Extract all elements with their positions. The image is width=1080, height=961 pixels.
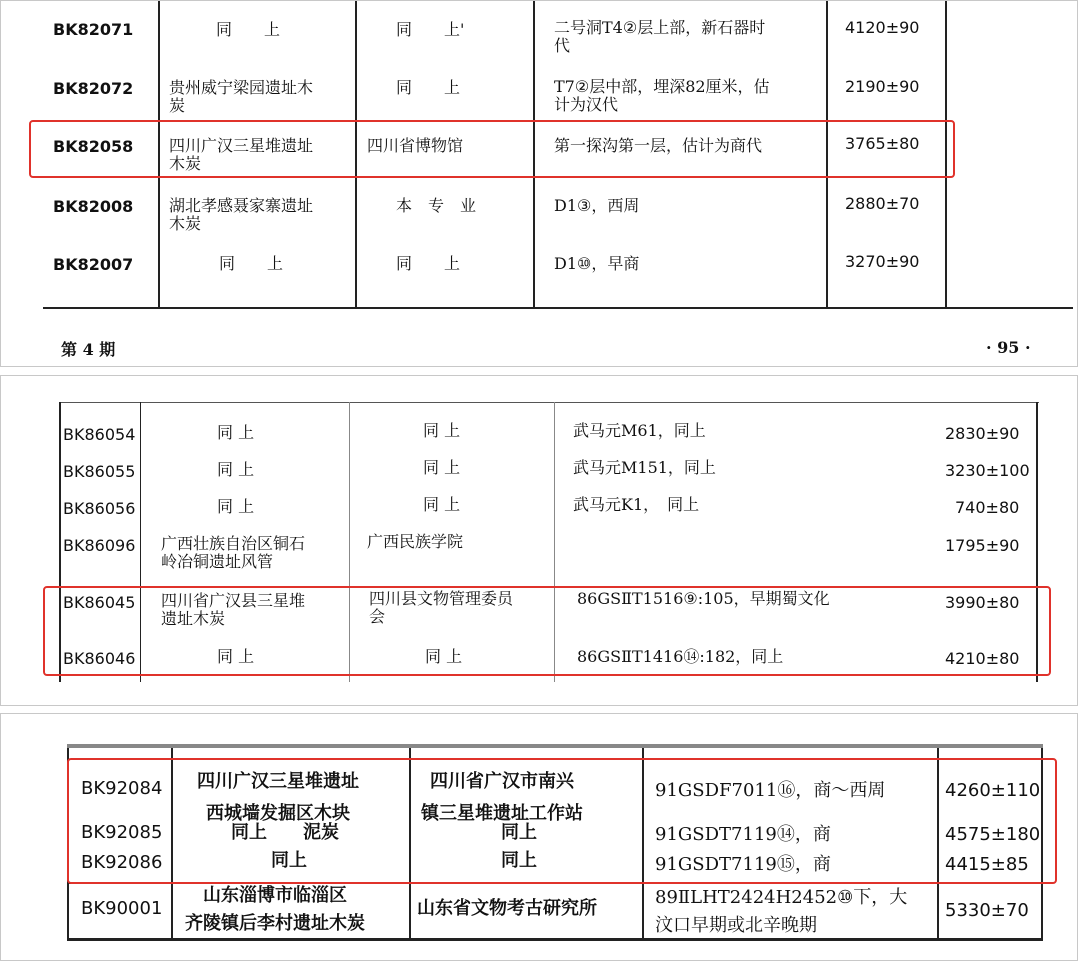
note-cell: 武马元M61，同上	[573, 421, 706, 440]
unit-cell: 四川省博物馆	[367, 136, 464, 155]
site-cell: 同 上	[217, 460, 255, 479]
sample-id: BK82007	[53, 255, 134, 274]
age-cell: 4210±80	[945, 649, 1020, 668]
unit-cell: 同 上'	[396, 20, 465, 39]
site-cell: 同 上	[217, 497, 255, 516]
highlight-box	[43, 586, 1051, 676]
age-cell: 4260±110	[945, 780, 1041, 801]
note-cell: 武马元K1， 同上	[573, 495, 700, 514]
site-cell: 四川省广汉县三星堆 遗址木炭	[161, 591, 306, 628]
note-cell: 二号洞T4②层上部，新石器时 代	[554, 18, 766, 55]
sample-id: BK92085	[81, 822, 163, 843]
age-cell: 2880±70	[845, 194, 920, 213]
note-cell: 89ⅡLHT2424H2452⑩下，大 汶口早期或北辛晚期	[655, 887, 908, 936]
sample-id: BK82008	[53, 197, 134, 216]
issue-number: 第 4 期	[61, 340, 116, 359]
site-cell: 湖北孝感聂家寨遗址 木炭	[169, 196, 314, 233]
sample-id: BK92084	[81, 778, 163, 799]
age-cell: 3270±90	[845, 252, 920, 271]
unit-cell: 同上	[501, 822, 537, 843]
site-cell: 同上	[271, 850, 307, 871]
unit-cell: 广西民族学院	[367, 532, 464, 551]
unit-cell: 同 上	[423, 421, 461, 440]
site-cell: 同 上	[217, 423, 255, 442]
table-panel-1	[0, 0, 1078, 367]
age-cell: 4120±90	[845, 18, 920, 37]
sample-id: BK92086	[81, 852, 163, 873]
note-cell: D1⑩，早商	[554, 254, 640, 273]
age-cell: 3990±80	[945, 593, 1020, 612]
unit-cell: 同 上	[396, 254, 461, 273]
note-cell: 86GSⅡT1516⑨:105，早期蜀文化	[577, 589, 830, 608]
sample-id: BK82072	[53, 79, 134, 98]
age-cell: 2830±90	[945, 424, 1020, 443]
age-cell: 4415±85	[945, 854, 1029, 875]
table-bottom-rule	[43, 307, 1073, 309]
unit-cell: 同 上	[396, 78, 461, 97]
unit-cell: 同 上	[423, 495, 461, 514]
unit-cell: 同 上	[423, 458, 461, 477]
sample-id: BK82058	[53, 137, 134, 156]
sample-id: BK90001	[81, 898, 163, 919]
age-cell: 4575±180	[945, 824, 1041, 845]
age-cell: 3765±80	[845, 134, 920, 153]
site-cell: 同上 泥炭	[231, 822, 339, 843]
unit-cell: 同 上	[425, 647, 463, 666]
age-cell: 5330±70	[945, 900, 1029, 921]
table-panel-2	[0, 375, 1078, 706]
unit-cell: 四川省广汉市南兴 镇三星堆遗址工作站	[421, 771, 583, 824]
note-cell: 91GSDT7119⑮，商	[655, 854, 831, 875]
site-cell: 四川广汉三星堆遗址 西城墙发掘区木块	[197, 771, 359, 824]
note-cell: 91GSDT7119⑭，商	[655, 824, 831, 845]
note-cell: D1③，西周	[554, 196, 640, 215]
unit-cell: 四川县文物管理委员 会	[369, 589, 514, 626]
note-cell: 武马元M151，同上	[573, 458, 716, 477]
sample-id: BK86046	[63, 649, 136, 668]
sample-id: BK86054	[63, 425, 136, 444]
unit-cell: 同上	[501, 850, 537, 871]
sample-id: BK82071	[53, 20, 134, 39]
note-cell: T7②层中部，埋深82厘米，估 计为汉代	[554, 77, 770, 114]
site-cell: 广西壮族自治区铜石 岭冶铜遗址风管	[161, 534, 306, 571]
highlight-box	[67, 758, 1057, 884]
site-cell: 山东淄博市临淄区 齐陵镇后李村遗址木炭	[185, 885, 365, 934]
sample-id: BK86055	[63, 462, 136, 481]
page-number: · 95 ·	[986, 338, 1031, 357]
highlight-box	[29, 120, 955, 178]
site-cell: 同 上	[216, 20, 281, 39]
table-top-rule	[59, 402, 1039, 403]
table-panel-3	[0, 713, 1078, 961]
note-cell: 86GSⅡT1416⑭:182，同上	[577, 647, 784, 666]
site-cell: 四川广汉三星堆遗址 木炭	[169, 136, 314, 173]
unit-cell: 山东省文物考古研究所	[417, 898, 597, 919]
site-cell: 贵州威宁梁园遗址木 炭	[169, 78, 314, 115]
note-cell: 91GSDF7011⑯，商～西周	[655, 780, 886, 801]
sample-id: BK86056	[63, 499, 136, 518]
cropped-row-edge	[67, 744, 1043, 748]
site-cell: 同 上	[219, 254, 284, 273]
site-cell: 同 上	[217, 647, 255, 666]
age-cell: 2190±90	[845, 77, 920, 96]
sample-id: BK86096	[63, 536, 136, 555]
age-cell: 3230±100	[945, 461, 1030, 480]
age-cell: 1795±90	[945, 536, 1020, 555]
note-cell: 第一探沟第一层，估计为商代	[554, 136, 763, 155]
sample-id: BK86045	[63, 593, 136, 612]
age-cell: 740±80	[955, 498, 1020, 517]
unit-cell: 本 专 业	[396, 196, 477, 215]
